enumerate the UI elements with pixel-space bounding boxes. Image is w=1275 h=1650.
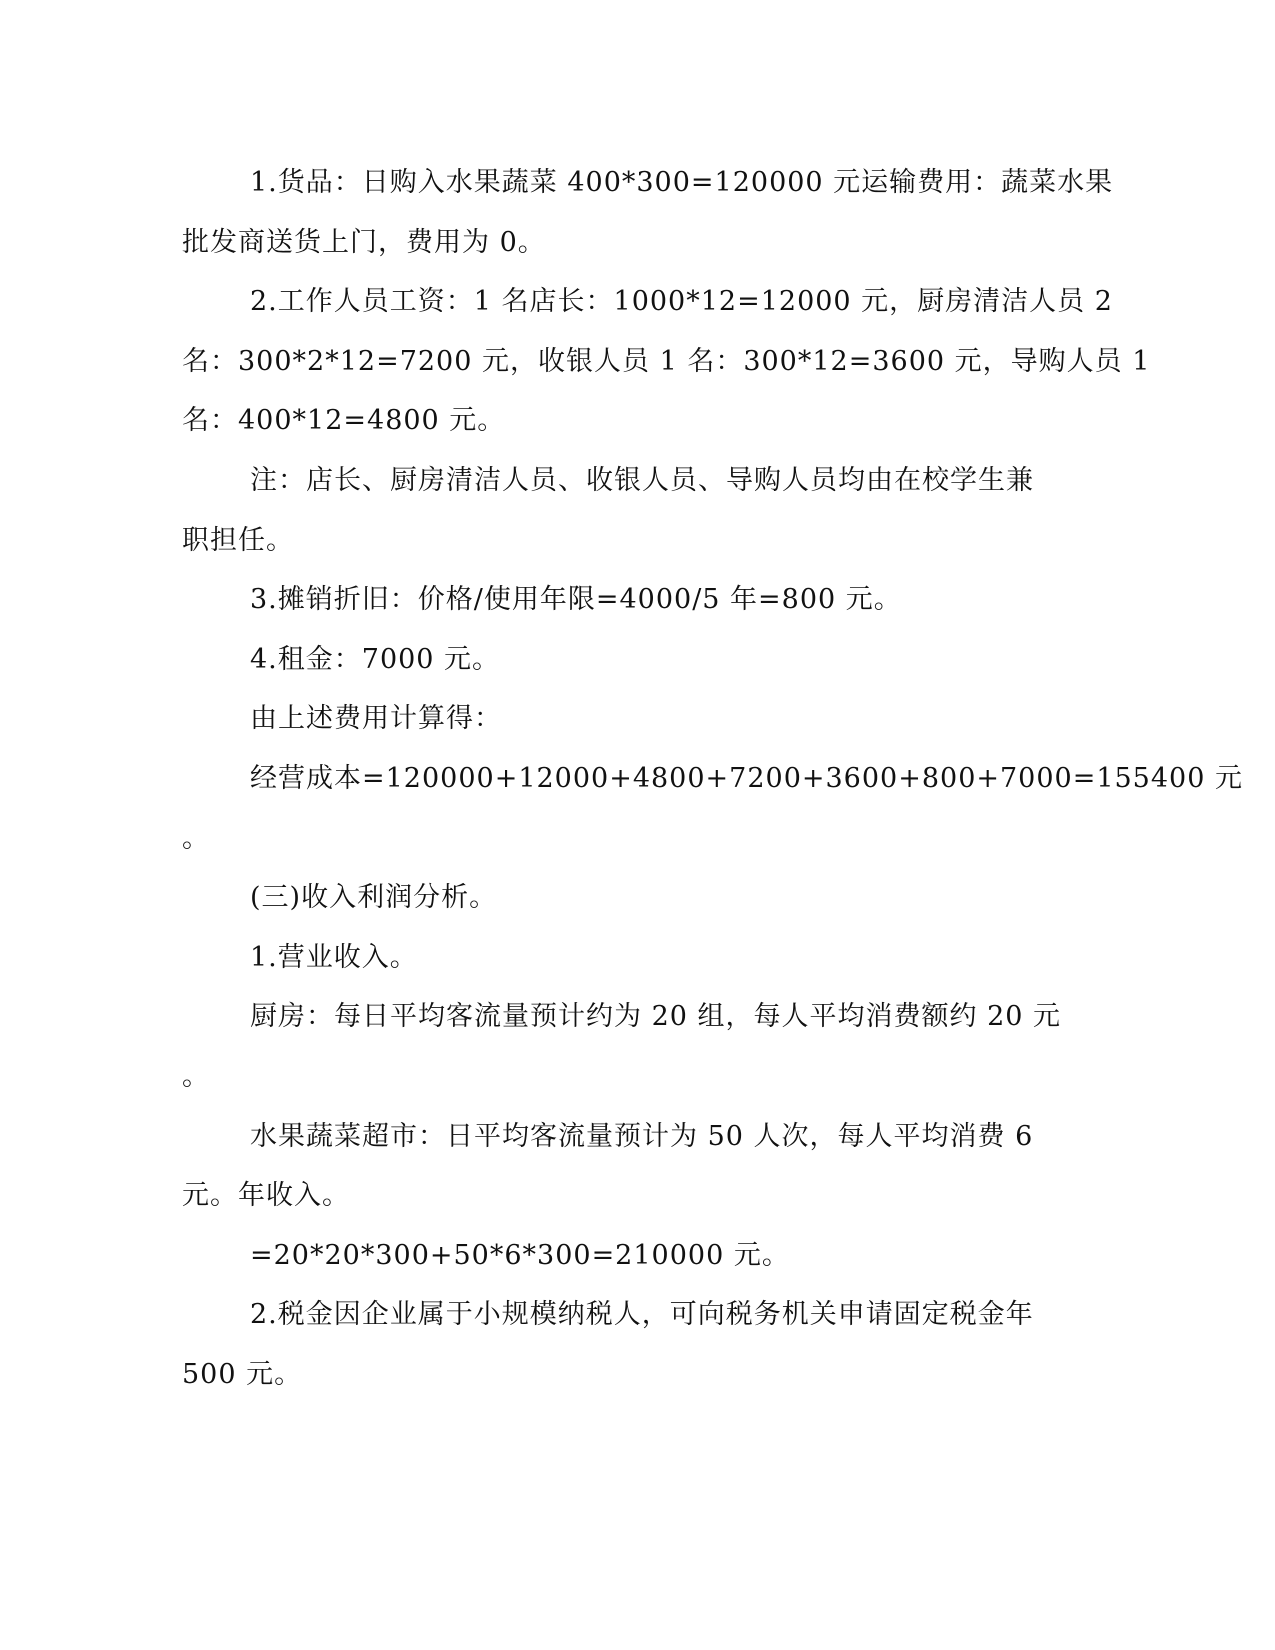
text-line: 。 bbox=[182, 822, 210, 854]
text-line: 水果蔬菜超市：日平均客流量预计为 50 人次，每人平均消费 6 bbox=[250, 1120, 1034, 1152]
text-line: 名：300*2*12=7200 元，收银人员 1 名：300*12=3600 元，导购人员 1 bbox=[182, 345, 1151, 377]
text-line: 1.营业收入。 bbox=[250, 941, 418, 973]
text-line: 注：店长、厨房清洁人员、收银人员、导购人员均由在校学生兼 bbox=[250, 464, 1034, 496]
document-body bbox=[182, 153, 1243, 1404]
text-line: 名：400*12=4800 元。 bbox=[182, 405, 506, 437]
text-line: (三)收入利润分析。 bbox=[250, 882, 498, 914]
text-line: 元。年收入。 bbox=[182, 1180, 350, 1212]
text-line: 2.工作人员工资：1 名店长：1000*12=12000 元，厨房清洁人员 2 bbox=[250, 286, 1113, 318]
text-line: 3.摊销折旧：价格/使用年限=4000/5 年=800 元。 bbox=[250, 584, 902, 616]
text-line: 批发商送货上门，费用为 0。 bbox=[182, 226, 546, 258]
text-line: 经营成本=120000+12000+4800+7200+3600+800+7000=155400 元 bbox=[250, 762, 1243, 794]
text-line: 1.货品：日购入水果蔬菜 400*300=120000 元运输费用：蔬菜水果 bbox=[250, 167, 1114, 198]
text-line: 。 bbox=[182, 1060, 210, 1092]
text-line: 4.租金：7000 元。 bbox=[250, 643, 501, 675]
text-line: 厨房：每日平均客流量预计约为 20 组，每人平均消费额约 20 元 bbox=[250, 1001, 1062, 1033]
text-line: =20*20*300+50*6*300=210000 元。 bbox=[250, 1239, 790, 1271]
text-line: 由上述费用计算得： bbox=[250, 703, 502, 735]
text-line: 职担任。 bbox=[182, 524, 294, 556]
text-line: 500 元。 bbox=[182, 1358, 303, 1390]
text-line: 2.税金因企业属于小规模纳税人，可向税务机关申请固定税金年 bbox=[250, 1299, 1034, 1331]
